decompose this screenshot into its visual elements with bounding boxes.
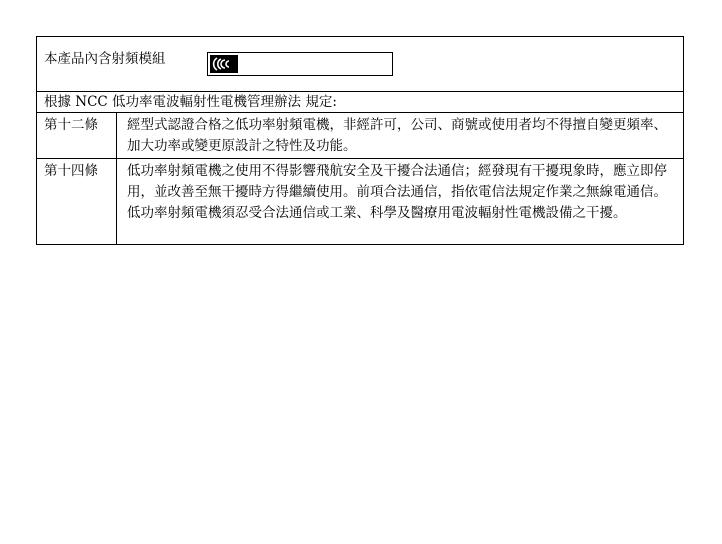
ncc-certification-mark-icon — [210, 55, 238, 73]
ncc-notice-table — [36, 36, 684, 245]
article-text — [117, 113, 683, 158]
article-row-14 — [37, 159, 683, 244]
article-number: 第十四條 — [37, 159, 117, 244]
module-statement: 本產品內含射頻模組 — [44, 51, 166, 67]
article-text — [117, 159, 683, 244]
article-paragraph: 低功率射頻電機之使用不得影響飛航安全及干擾合法通信；經發現有干擾現象時，應立即停用，並改善至無干擾時方得繼續使用。前項合法通信，指依電信法規定作業之無線電通信。 — [127, 163, 667, 200]
article-number: 第十二條 — [37, 113, 117, 158]
article-paragraph: 經型式認證合格之低功率射頻電機，非經許可，公司、商號或使用者均不得擅自變更頻率、加大功率或變更原設計之特性及功能。 — [127, 117, 667, 154]
regulation-intro: 根據 NCC 低功率電波輻射性電機管理辦法 規定: — [37, 92, 683, 113]
article-paragraph: 低功率射頻電機須忍受合法通信或工業、科學及醫療用電波輻射性電機設備之干擾。 — [127, 205, 627, 221]
article-row-12 — [37, 113, 683, 159]
ncc-logo-box — [207, 52, 393, 76]
module-header-row — [37, 37, 683, 92]
